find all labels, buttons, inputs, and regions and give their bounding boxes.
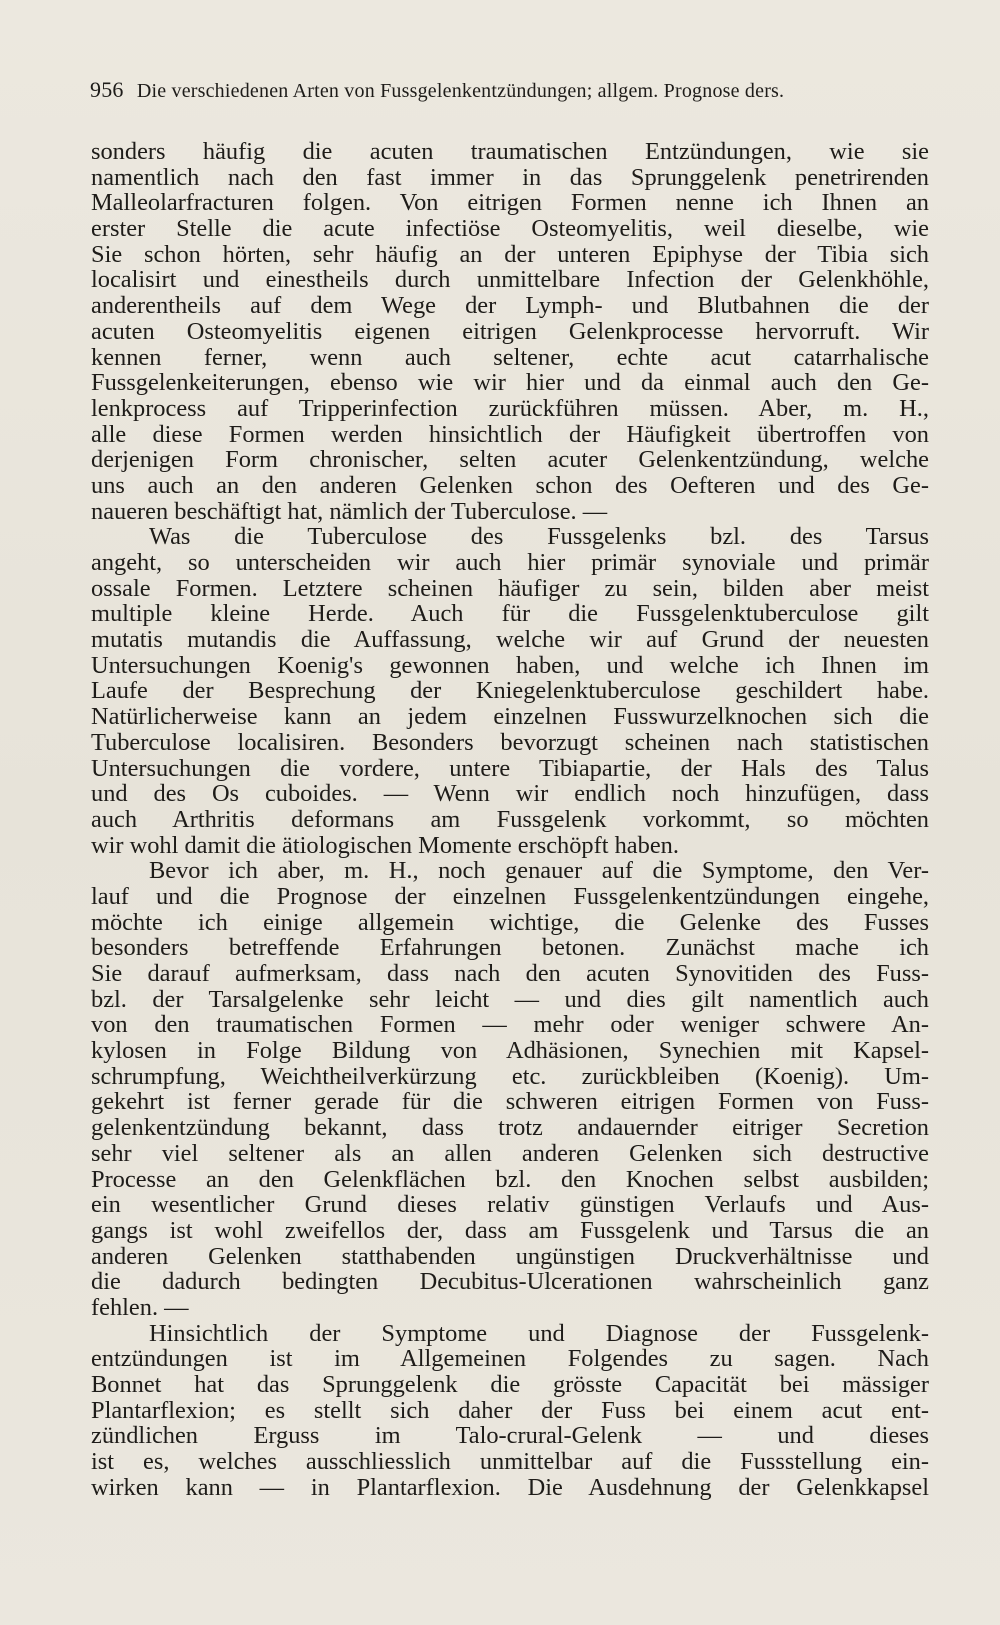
text-line: namentlich nach den fast immer in das Sprunggelenk penetrirenden [91, 163, 929, 191]
text-line: ossale Formen. Letztere scheinen häufiger zu sein, bilden aber meist [91, 574, 929, 602]
text-line: Tuberculose localisiren. Besonders bevorzugt scheinen nach statistischen [91, 728, 929, 756]
text-line: erster Stelle die acute infectiöse Osteomyelitis, weil dieselbe, wie [91, 215, 929, 243]
text-line: Natürlicherweise kann an jedem einzelnen Fusswurzelknochen sich die [91, 703, 929, 731]
text-line: Was die Tuberculose des Fussgelenks bzl. des Tarsus [149, 523, 929, 551]
text-line: uns auch an den anderen Gelenken schon des Oefteren und des Ge- [91, 471, 929, 499]
text-line: sonders häufig die acuten traumatischen Entzündungen, wie sie [91, 138, 929, 165]
text-line: Malleolarfracturen folgen. Von eitrigen Formen nenne ich Ihnen an [91, 189, 929, 217]
text-line: angeht, so unterscheiden wir auch hier primär synoviale und primär [91, 549, 929, 576]
text-line: Processe an den Gelenkflächen bzl. den Knochen selbst ausbilden; [91, 1165, 929, 1193]
text-line: Untersuchungen die vordere, untere Tibiapartie, der Hals des Talus [91, 754, 929, 782]
page-number: 956 [90, 77, 124, 102]
text-line: kennen ferner, wenn auch seltener, echte acut catarrhalische [91, 343, 929, 371]
text-line: lenkprocess auf Tripperinfection zurückführen müssen. Aber, m. H., [91, 394, 929, 422]
text-line: acuten Osteomyelitis eigenen eitrigen Gelenkprocesse hervorruft. Wir [91, 317, 929, 345]
text-line: Sie schon hörten, sehr häufig an der unteren Epiphyse der Tibia sich [91, 240, 929, 268]
body-text [91, 139, 929, 1500]
running-title: Die verschiedenen Arten von Fussgelenkentzündungen; allgem. Prognose ders. [136, 80, 785, 102]
text-line: bzl. der Tarsalgelenke sehr leicht — und dies gilt namentlich auch [91, 985, 929, 1013]
text-line: mutatis mutandis die Auffassung, welche wir auf Grund der neuesten [91, 626, 929, 654]
running-header [90, 77, 920, 103]
text-line: Untersuchungen Koenig's gewonnen haben, und welche ich Ihnen im [91, 651, 929, 679]
text-line: kylosen in Folge Bildung von Adhäsionen, Synechien mit Kapsel- [91, 1037, 929, 1065]
text-line: Fussgelenkeiterungen, ebenso wie wir hier und da einmal auch den Ge- [91, 369, 929, 397]
text-line: fehlen. — [91, 1293, 189, 1321]
text-line: besonders betreffende Erfahrungen betonen. Zunächst mache ich [91, 934, 929, 962]
text-line: Bevor ich aber, m. H., noch genauer auf die Symptome, den Ver- [149, 857, 929, 885]
text-line: Bonnet hat das Sprunggelenk die grösste Capacität bei mässiger [91, 1371, 929, 1398]
text-line: gekehrt ist ferner gerade für die schweren eitrigen Formen von Fuss- [91, 1088, 929, 1116]
text-line: localisirt und einestheils durch unmittelbare Infection der Gelenkhöhle, [91, 266, 929, 294]
text-line: Hinsichtlich der Symptome und Diagnose der Fussgelenk- [149, 1319, 929, 1347]
text-line: lauf und die Prognose der einzelnen Fussgelenkentzündungen eingehe, [91, 882, 929, 910]
text-line: gelenkentzündung bekannt, dass trotz andauernder eitriger Secretion [91, 1114, 929, 1142]
text-line: ist es, welches ausschliesslich unmittelbar auf die Fussstellung ein- [91, 1448, 929, 1476]
text-line: wirken kann — in Plantarflexion. Die Ausdehnung der Gelenkkapsel [91, 1473, 929, 1501]
text-line: und des Os cuboides. — Wenn wir endlich noch hinzufügen, dass [91, 780, 929, 808]
text-line: schrumpfung, Weichtheilverkürzung etc. zurückbleiben (Koenig). Um- [91, 1062, 929, 1090]
text-line: Sie darauf aufmerksam, dass nach den acuten Synovitiden des Fuss- [91, 960, 929, 987]
text-line: derjenigen Form chronischer, selten acuter Gelenkentzündung, welche [91, 446, 929, 474]
text-line: zündlichen Erguss im Talo-crural-Gelenk — und dieses [91, 1422, 929, 1450]
text-line: anderen Gelenken statthabenden ungünstigen Druckverhältnisse und [91, 1242, 929, 1270]
text-line: auch Arthritis deformans am Fussgelenk vorkommt, so möchten [91, 805, 929, 833]
text-line: multiple kleine Herde. Auch für die Fussgelenktuberculose gilt [91, 600, 929, 628]
text-line: Laufe der Besprechung der Kniegelenktuberculose geschildert habe. [91, 677, 929, 705]
text-line: Plantarflexion; es stellt sich daher der Fuss bei einem acut ent- [91, 1396, 929, 1424]
text-line: möchte ich einige allgemein wichtige, die Gelenke des Fusses [91, 908, 929, 936]
text-line: naueren beschäftigt hat, nämlich der Tuberculose. — [91, 497, 608, 525]
text-line: wir wohl damit die ätiologischen Momente erschöpft haben. [91, 831, 679, 859]
text-line: gangs ist wohl zweifellos der, dass am Fussgelenk und Tarsus die an [91, 1216, 929, 1244]
text-line: ein wesentlicher Grund dieses relativ günstigen Verlaufs und Aus- [91, 1191, 929, 1219]
text-line: entzündungen ist im Allgemeinen Folgendes zu sagen. Nach [91, 1345, 929, 1373]
text-line: anderentheils auf dem Wege der Lymph- und Blutbahnen die der [91, 292, 929, 320]
text-line: alle diese Formen werden hinsichtlich der Häufigkeit übertroffen von [91, 420, 929, 448]
text-line: die dadurch bedingten Decubitus-Ulcerationen wahrscheinlich ganz [91, 1268, 929, 1296]
text-line: von den traumatischen Formen — mehr oder weniger schwere An- [91, 1011, 929, 1039]
text-line: sehr viel seltener als an allen anderen Gelenken sich destructive [91, 1139, 929, 1167]
